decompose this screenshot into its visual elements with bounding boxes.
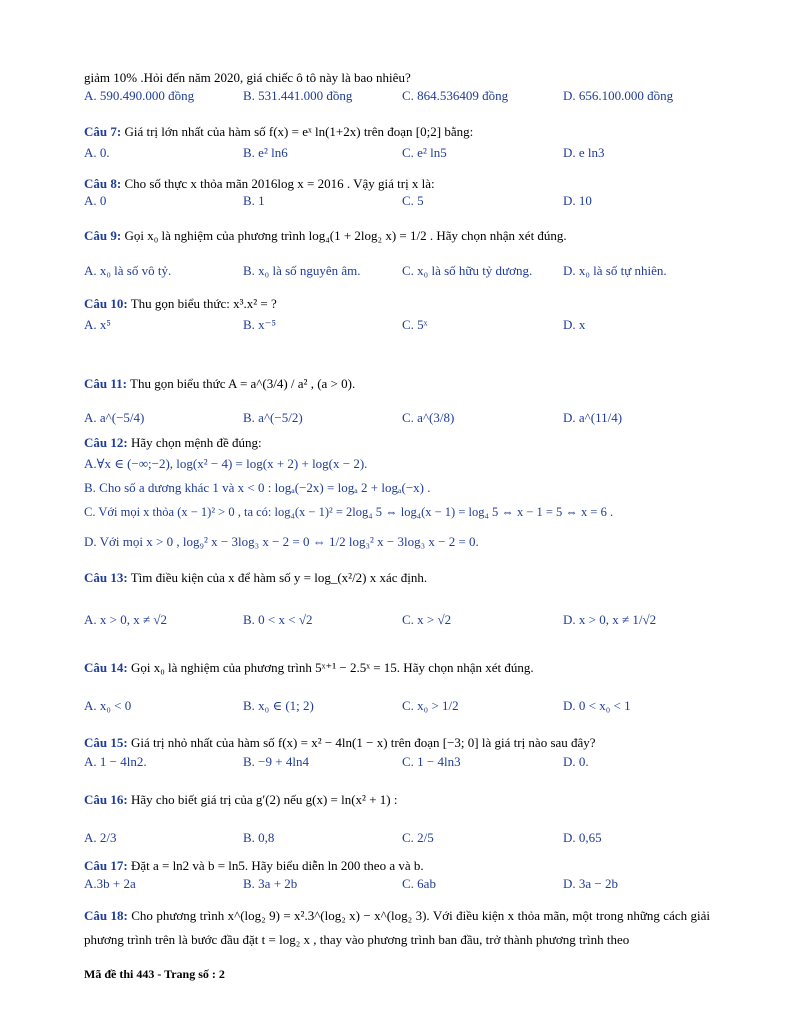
question-17-text: Đặt a = ln2 và b = ln5. Hãy biểu diễn ln 200 theo a và b. <box>130 858 424 873</box>
question-7-label: Câu 7: <box>84 124 122 139</box>
question-18-text: Cho phương trình x^(log₂ 9) = x².3^(log₂ x) − x^(log₂ 3). Với điều kiện x thỏa mãn, một trong những cách giải phương trình trên là bước đầu đặt t = log₂ x , thay vào phương trình ban đầu, trở thành phương trình theo <box>84 908 711 947</box>
question-15-label: Câu 15: <box>84 735 128 750</box>
q7-option-c: C. e² ln5 <box>402 145 447 160</box>
q14-option-b: B. x₀ ∈ (1; 2) <box>243 698 314 713</box>
q14-option-d: D. 0 < x₀ < 1 <box>563 698 631 713</box>
q16-option-b: B. 0,8 <box>243 830 275 845</box>
q17-option-a: A.3b + 2a <box>84 876 136 891</box>
q15-option-c: C. 1 − 4ln3 <box>402 754 461 769</box>
question-15-text: Giá trị nhỏ nhất của hàm số f(x) = x² − 4ln(1 − x) trên đoạn [−3; 0] là giá trị nào sau đây? <box>130 735 596 750</box>
q17-option-d: D. 3a − 2b <box>563 876 618 891</box>
q8-option-c: C. 5 <box>402 193 424 208</box>
q13-option-b: B. 0 < x < √2 <box>243 612 313 627</box>
question-13-text: Tìm điều kiện của x để hàm số y = log_(x²/2) x xác định. <box>130 570 428 585</box>
question-12-text: Hãy chọn mệnh đề đúng: <box>130 435 262 450</box>
q8-option-b: B. 1 <box>243 193 265 208</box>
question-8-text: Cho số thực x thỏa mãn 2016log x = 2016 . Vậy giá trị x là: <box>124 176 435 191</box>
q7-option-b: B. e² ln6 <box>243 145 288 160</box>
intro-line: giảm 10% .Hỏi đến năm 2020, giá chiếc ô tô này là bao nhiêu? <box>84 70 411 85</box>
intro-option-d: D. 656.100.000 đồng <box>563 88 674 103</box>
q16-option-a: A. 2/3 <box>84 830 117 845</box>
q13-option-a: A. x > 0, x ≠ √2 <box>84 612 167 627</box>
question-12-label: Câu 12: <box>84 435 128 450</box>
q13-option-c: C. x > √2 <box>402 612 452 627</box>
q11-option-c: C. a^(3/8) <box>402 410 455 425</box>
q10-option-a: A. x⁵ <box>84 317 111 332</box>
q16-option-c: C. 2/5 <box>402 830 434 845</box>
question-11-text: Thu gọn biểu thức A = a^(3/4) / a² , (a > 0). <box>130 376 356 391</box>
question-18-label: Câu 18: <box>84 908 128 923</box>
q12-option-c: C. Với mọi x thỏa (x − 1)² > 0 , ta có: log₄(x − 1)² = 2log₄ 5 ⇔ log₄(x − 1) = log₄ 5 ⇔ x − 1 = 5 ⇔ x = 6 . <box>84 505 614 519</box>
question-15 <box>84 735 596 751</box>
question-9 <box>84 228 567 244</box>
q11-option-b: B. a^(−5/2) <box>243 410 303 425</box>
q16-option-d: D. 0,65 <box>563 830 602 845</box>
intro-option-b: B. 531.441.000 đồng <box>243 88 353 103</box>
question-14 <box>84 660 534 676</box>
q15-option-a: A. 1 − 4ln2. <box>84 754 147 769</box>
question-14-label: Câu 14: <box>84 660 128 675</box>
q10-option-d: D. x <box>563 317 586 332</box>
q9-option-b: B. x₀ là số nguyên âm. <box>243 263 361 278</box>
intro-option-a: A. 590.490.000 đồng <box>84 88 195 103</box>
question-14-text: Gọi x₀ là nghiệm của phương trình 5ˣ⁺¹ − 2.5ˣ = 15. Hãy chọn nhận xét đúng. <box>130 660 534 675</box>
q7-option-d: D. e ln3 <box>563 145 605 160</box>
question-8 <box>84 176 435 192</box>
q11-option-d: D. a^(11/4) <box>563 410 623 425</box>
question-17 <box>84 858 424 874</box>
q12-option-b: B. Cho số a dương khác 1 và x < 0 : logₐ(−2x) = logₐ 2 + logₐ(−x) . <box>84 480 431 495</box>
page-footer: Mã đề thi 443 - Trang số : 2 <box>84 967 225 981</box>
question-17-label: Câu 17: <box>84 858 128 873</box>
question-11 <box>84 376 355 392</box>
question-9-text: Gọi x₀ là nghiệm của phương trình log₄(1 + 2log₂ x) = 1/2 . Hãy chọn nhận xét đúng. <box>124 228 567 243</box>
q17-option-c: C. 6ab <box>402 876 436 891</box>
q13-option-d: D. x > 0, x ≠ 1/√2 <box>563 612 657 627</box>
q9-option-a: A. x₀ là số vô tỷ. <box>84 263 172 278</box>
question-10-text: Thu gọn biểu thức: x³.x² = ? <box>130 296 277 311</box>
q15-option-b: B. −9 + 4ln4 <box>243 754 309 769</box>
q10-option-b: B. x⁻⁵ <box>243 317 277 332</box>
q9-option-d: D. x₀ là số tự nhiên. <box>563 263 667 278</box>
q14-option-c: C. x₀ > 1/2 <box>402 698 459 713</box>
question-18 <box>84 904 710 952</box>
q10-option-c: C. 5ˣ <box>402 317 428 332</box>
question-16-text: Hãy cho biết giá trị của g′(2) nếu g(x) = ln(x² + 1) : <box>130 792 398 807</box>
question-8-label: Câu 8: <box>84 176 122 191</box>
question-16-label: Câu 16: <box>84 792 128 807</box>
question-13-label: Câu 13: <box>84 570 128 585</box>
q8-option-a: A. 0 <box>84 193 107 208</box>
question-10 <box>84 296 277 312</box>
q12-option-d: D. Với mọi x > 0 , log₉² x − 3log₃ x − 2 = 0 ⇔ 1/2 log₃² x − 3log₃ x − 2 = 0. <box>84 534 479 549</box>
q8-option-d: D. 10 <box>563 193 592 208</box>
question-11-label: Câu 11: <box>84 376 127 391</box>
question-13 <box>84 570 427 586</box>
question-7-text: Giá trị lớn nhất của hàm số f(x) = eˣ ln(1+2x) trên đoạn [0;2] bằng: <box>124 124 474 139</box>
question-7 <box>84 124 473 140</box>
q14-option-a: A. x₀ < 0 <box>84 698 132 713</box>
question-9-label: Câu 9: <box>84 228 122 243</box>
q7-option-a: A. 0. <box>84 145 110 160</box>
intro-option-c: C. 864.536409 đồng <box>402 88 509 103</box>
question-16 <box>84 792 397 808</box>
q17-option-b: B. 3a + 2b <box>243 876 298 891</box>
question-10-label: Câu 10: <box>84 296 128 311</box>
q9-option-c: C. x₀ là số hữu tỷ dương. <box>402 263 533 278</box>
question-12 <box>84 435 262 451</box>
q11-option-a: A. a^(−5/4) <box>84 410 145 425</box>
q15-option-d: D. 0. <box>563 754 589 769</box>
q12-option-a: A.∀x ∈ (−∞;−2), log(x² − 4) = log(x + 2) + log(x − 2). <box>84 456 368 471</box>
